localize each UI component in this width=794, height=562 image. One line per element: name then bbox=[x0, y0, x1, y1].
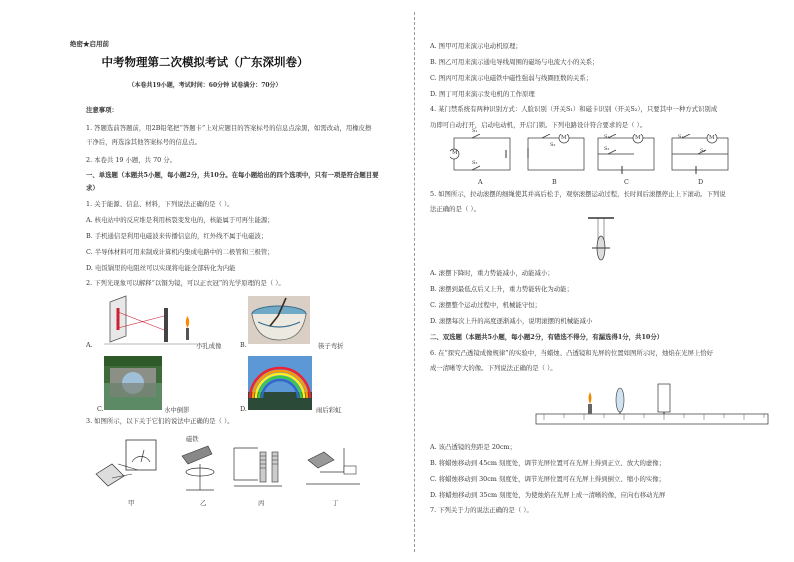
q2-caption-a: 小孔成像 bbox=[196, 342, 222, 350]
rainbow-figure bbox=[248, 356, 312, 410]
q4-stem: 4. 某门禁系统有两种识别方式：人脸识别（开关S₁）和磁卡识别（开关S₂），只要其中一种方式识别成 bbox=[430, 105, 718, 113]
circuit-c-s1: S₁ bbox=[604, 134, 610, 140]
circuit-c-s2: S₂ bbox=[604, 146, 610, 152]
section1-heading: 一、单选题（本题共5小题，每小题2分，共10分。在每小题给出的四个选项中，只有一项是符合题目要 bbox=[86, 171, 379, 179]
q1-stem: 1. 关于能源、信息、材料，下列说法正确的是（ ）。 bbox=[86, 200, 234, 208]
q3-caption-ding: 丁 bbox=[332, 499, 339, 507]
exam-subtitle: （本卷共19小题，考试时间：60分钟 试卷满分：70分） bbox=[128, 82, 282, 89]
maxwell-pendulum-figure bbox=[586, 214, 616, 266]
q4-stem-cont: 功即可自动打开，启动电动机，开启门锁。下列电路设计符合要求的是（ ）。 bbox=[430, 121, 647, 129]
section1-heading-cont: 求） bbox=[86, 184, 99, 192]
q3-caption-bing: 丙 bbox=[258, 499, 265, 507]
circuit-a-s2: S₂ bbox=[472, 160, 478, 166]
notes-line: 2. 本卷共 19 小题，共 70 分。 bbox=[86, 156, 177, 164]
circuit-d-motor: M bbox=[709, 135, 715, 141]
circuit-a-label: A bbox=[478, 178, 483, 186]
circuit-b bbox=[524, 134, 588, 176]
circuit-d-s1: S₁ bbox=[678, 134, 684, 140]
q3-stem: 3. 如图所示，以下关于它们的说法中正确的是（ ）。 bbox=[86, 417, 234, 425]
optical-bench-figure bbox=[534, 378, 770, 434]
q3-option-d: D. 图丁可用来演示发电机的工作原理 bbox=[430, 90, 535, 98]
q5-option-d: D. 滚摆每次上升的高度逐渐减小，说明滚摆的机械能减小 bbox=[430, 317, 593, 325]
electromagnet-figure bbox=[230, 440, 286, 496]
q3-option-c: C. 图丙可用来演示电磁铁中磁性强弱与线圈匝数的关系； bbox=[430, 74, 593, 82]
generator-figure bbox=[300, 440, 364, 496]
secret-label: 绝密★启用前 bbox=[70, 40, 109, 48]
galvanometer-figure bbox=[92, 434, 164, 496]
chopsticks-bowl-figure bbox=[248, 296, 310, 344]
magnet-figure bbox=[178, 442, 232, 494]
notes-heading: 注意事项： bbox=[86, 106, 118, 114]
q1-option-c: C. 半导体材料可用来制成计算机内集成电路中的二极管和三极管； bbox=[86, 248, 274, 256]
q5-option-b: B. 滚摆到最低点后又上升，重力势能转化为动能； bbox=[430, 285, 573, 293]
q5-stem: 5. 如图所示，拉动滚摆的细绳使其并高后松手，观察滚摆运动过程，长时间后滚摆停止上下滚动。下列说 bbox=[430, 190, 726, 198]
water-reflection-figure bbox=[104, 356, 162, 410]
q3-option-b: B. 图乙可用来演示通电导线周围的磁场与电流大小的关系； bbox=[430, 58, 599, 66]
section2-heading: 二、双选题（本题共5小题，每小题2分，有错选不得分，有漏选得1分，共10分） bbox=[430, 333, 664, 341]
notes-line: 干净后，再选涂其他答案标号的信息点。 bbox=[86, 138, 202, 146]
circuit-a bbox=[450, 134, 514, 176]
q3-caption-jia: 甲 bbox=[128, 499, 135, 507]
circuit-b-s2: S₂ bbox=[550, 142, 556, 148]
circuit-c-label: C bbox=[624, 178, 629, 186]
q1-option-d: D. 电饭锅里的电阻丝可以实现将电能全部转化为内能 bbox=[86, 264, 236, 272]
q2-label-c: C. bbox=[97, 405, 104, 413]
q7-stem: 7. 下列关于力的说法正确的是（ ）。 bbox=[430, 506, 533, 514]
q2-label-d: D. bbox=[240, 405, 247, 413]
exam-title: 中考物理第二次模拟考试（广东深圳卷） bbox=[101, 55, 309, 69]
q5-stem-cont: 法正确的是（ ）。 bbox=[430, 205, 480, 213]
q6-stem: 6. 在“探究凸透镜成像规律”的实验中，当蜡烛、凸透镜和光屏的位置如图所示时，烛焰在光屏上恰好 bbox=[430, 349, 714, 357]
q1-option-a: A. 核电站中的反应堆是利用核裂变发电的，核能属于可再生能源； bbox=[86, 216, 274, 224]
q1-option-b: B. 手机通信是利用电磁波来传播信息的，红外线不属于电磁波； bbox=[86, 232, 268, 240]
column-divider bbox=[414, 12, 415, 552]
notes-line: 1. 答题选前答题前，用2B铅笔把“答题卡”上对应题目的答案标号的信息点涂黑，如需改动，用橡皮擦 bbox=[86, 124, 372, 132]
q6-option-d: D. 将蜡烛移动到 35cm 刻度处，为使烛焰在光屏上成一清晰的像，应向右移动光屏 bbox=[430, 491, 666, 499]
q2-caption-c: 水中倒影 bbox=[164, 406, 190, 414]
q6-option-c: C. 将蜡烛移动到 30cm 刻度处，调节光屏位置可在光屏上得到倒立、缩小的实像； bbox=[430, 475, 666, 483]
right-column bbox=[420, 0, 794, 562]
q3-magnet-label: 磁铁 bbox=[186, 435, 199, 443]
q6-stem-cont: 成一清晰等大的像。下列说法正确的是（ ）。 bbox=[430, 364, 557, 372]
q5-option-c: C. 滚摆整个运动过程中，机械能守恒； bbox=[430, 301, 541, 309]
q2-caption-b: 筷子弯折 bbox=[318, 342, 344, 350]
q2-label-b: B. bbox=[240, 341, 247, 349]
q2-stem: 2. 下列光现象可以解释“以铜为镜，可以正衣冠”的光学原理的是（ ）。 bbox=[86, 279, 285, 287]
circuit-d bbox=[668, 134, 732, 176]
q3-option-a: A. 图甲可用来演示电动机原理； bbox=[430, 42, 522, 50]
q2-label-a: A. bbox=[86, 341, 93, 349]
q6-option-a: A. 该凸透镜的焦距是 20cm； bbox=[430, 443, 516, 451]
circuit-b-motor: M bbox=[561, 135, 567, 141]
pinhole-figure bbox=[104, 294, 204, 348]
q5-option-a: A. 滚摆下降时，重力势能减小，动能减小； bbox=[430, 269, 554, 277]
q6-option-b: B. 将蜡烛移动到 45cm 刻度处，调节光屏位置可在光屏上得到正立、放大的虚像； bbox=[430, 459, 666, 467]
circuit-a-s1: S₁ bbox=[472, 128, 478, 134]
circuit-b-label: B bbox=[552, 178, 557, 186]
circuit-a-motor: M bbox=[452, 150, 458, 156]
circuit-d-label: D bbox=[698, 178, 704, 186]
circuit-c bbox=[594, 134, 658, 176]
circuit-d-s2: S₂ bbox=[700, 148, 706, 154]
q3-caption-yi: 乙 bbox=[200, 499, 207, 507]
q2-caption-d: 雨后彩虹 bbox=[316, 406, 342, 414]
circuit-c-motor: M bbox=[635, 135, 641, 141]
